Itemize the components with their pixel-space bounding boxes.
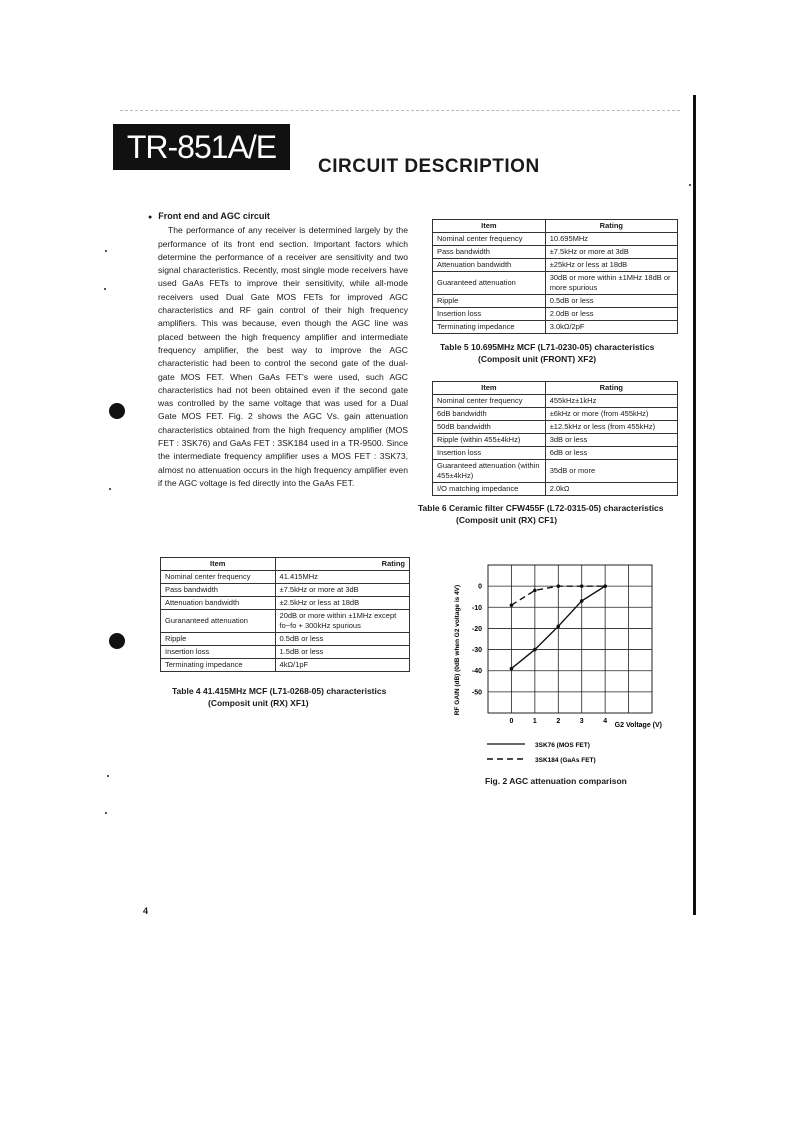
figure-caption: Fig. 2 AGC attenuation comparison	[485, 776, 627, 786]
table6-item-cell: Guaranteed attenuation (within 455±4kHz)	[433, 460, 546, 483]
chart-x-tick: 4	[603, 718, 608, 725]
page-number: 4	[143, 906, 149, 916]
scan-speck	[104, 288, 106, 290]
table6-row	[433, 408, 678, 421]
table4-item-cell: Insertion loss	[161, 646, 276, 659]
table4-item-cell: Terminating impedance	[161, 659, 276, 672]
front-end-section	[158, 210, 408, 490]
table5-item-cell: Attenuation bandwidth	[433, 259, 546, 272]
punch-hole-mark	[109, 633, 125, 649]
table6-rating-cell: 3dB or less	[545, 434, 677, 447]
table6-item-cell: I/O matching impedance	[433, 483, 546, 496]
series-3sk76-point	[510, 667, 514, 671]
table5-header-row	[433, 220, 678, 233]
table6-row	[433, 483, 678, 496]
chart-legend	[485, 738, 645, 768]
series-3sk184-point	[556, 584, 560, 588]
chart-ylabel: RF GAIN (dB) (0dB when G2 voltage is 4V)	[454, 584, 461, 716]
table4-row	[161, 610, 410, 633]
table6-row	[433, 447, 678, 460]
table5-row	[433, 233, 678, 246]
table4-rating-cell: ±7.5kHz or more at 3dB	[275, 584, 409, 597]
table5-rating-cell: 0.5dB or less	[545, 295, 677, 308]
table5-row	[433, 272, 678, 295]
table5-item-cell: Guaranteed attenuation	[433, 272, 546, 295]
legend-dashed-label: 3SK184 (GaAs FET)	[535, 757, 596, 764]
table5-row	[433, 321, 678, 334]
table5-item-cell: Pass bandwidth	[433, 246, 546, 259]
binding-edge	[693, 95, 696, 915]
chart-y-tick: 0	[478, 583, 482, 591]
table6-caption	[418, 502, 664, 526]
table5-item-cell: Insertion loss	[433, 308, 546, 321]
table4-header-rating: Rating	[275, 558, 409, 571]
table6-rating-cell: ±6kHz or more (from 455kHz)	[545, 408, 677, 421]
table4-rating-cell: 0.5dB or less	[275, 633, 409, 646]
table5-rating-cell: 3.0kΩ/2pF	[545, 321, 677, 334]
table5-item-cell: Terminating impedance	[433, 321, 546, 334]
series-3sk76-point	[580, 599, 584, 603]
table6-rating-cell: 6dB or less	[545, 447, 677, 460]
table5-caption-sub: (Composit unit (FRONT) XF2)	[478, 354, 597, 364]
series-3sk76-point	[556, 625, 560, 629]
table6-rating-cell: ±12.5kHz or less (from 455kHz)	[545, 421, 677, 434]
table4-row	[161, 646, 410, 659]
table6-row	[433, 421, 678, 434]
scan-speck	[107, 775, 109, 777]
page-title: CIRCUIT DESCRIPTION	[318, 156, 540, 177]
table4-caption-sub: (Composit unit (RX) XF1)	[208, 698, 309, 708]
table4-rating-cell: 20dB or more within ±1MHz except fo~fo + 300kHz spurious	[275, 610, 409, 633]
scan-speck	[689, 184, 691, 186]
agc-chart	[440, 555, 680, 765]
series-3sk76-point	[533, 648, 537, 652]
series-3sk184-point	[533, 589, 537, 593]
chart-x-tick: 2	[556, 718, 561, 725]
chart-x-tick: 0	[509, 718, 514, 725]
chart-xlabel: G2 Voltage (V)	[614, 722, 662, 729]
table4-row	[161, 597, 410, 610]
scan-speck	[105, 250, 107, 252]
table5-rating-cell: ±7.5kHz or more at 3dB	[545, 246, 677, 259]
table5-row	[433, 295, 678, 308]
section-body: The performance of any receiver is determined largely by the performance of its front end section. Important factors which determine the performance of a receiver are sensitivity and two signal characteristics. Recently, most single mode receivers have used GaAs FETs to improve their sensitivity, while all-mode receivers used Dual Gate MOS FETs for improved AGC characteristics and RF gain control of their high frequency amplifiers. This was because, even though the AGC line was placed between the high frequency amplifier and intermediate frequency amplifier, the best way to improve the AGC characteristic had been to control the second gate of the dual-gate MOS FET. When GaAs FET's were used, such AGC characteristics had not been obtained even if the second gate was controlled by the same voltage that was used for a Dual Gate MOS FET. Fig. 2 shows the AGC Vs. gain attenuation characteristics obtained from the high frequency amplifier (MOS FET : 3SK76) and GaAs FET : 3SK184 used in a TR-9500. Since the intermediate frequency amplifier uses a MOS FET : 3SK73, almost no attenuation occurs in the high frequency amplifier even if the AGC voltage is fed directly into the GaAs FET.	[158, 225, 408, 488]
series-3sk184-point	[580, 584, 584, 588]
table4-row	[161, 633, 410, 646]
chart-frame	[488, 565, 652, 713]
punch-hole-mark	[109, 403, 125, 419]
table5-caption-main: Table 5 10.695MHz MCF (L71-0230-05) characteristics	[440, 342, 655, 352]
table4-caption-main: Table 4 41.415MHz MCF (L71-0268-05) characteristics	[172, 686, 387, 696]
section-heading: ● Front end and AGC circuit	[148, 210, 408, 224]
table4	[160, 557, 410, 672]
table4-caption	[172, 685, 386, 709]
top-rule	[120, 110, 680, 111]
table4-item-cell: Pass bandwidth	[161, 584, 276, 597]
chart-x-tick: 3	[579, 718, 584, 725]
table6-row	[433, 460, 678, 483]
table6-caption-sub: (Composit unit (RX) CF1)	[456, 515, 558, 525]
table4-rating-cell: 4kΩ/1pF	[275, 659, 409, 672]
table5-caption	[440, 341, 654, 365]
table6-item-cell: Insertion loss	[433, 447, 546, 460]
table4-row	[161, 571, 410, 584]
series-3sk184-point	[510, 603, 514, 607]
scan-speck	[105, 812, 107, 814]
table6-item-cell: Nominal center frequency	[433, 395, 546, 408]
table6-body	[433, 395, 678, 496]
table4-rating-cell: 41.415MHz	[275, 571, 409, 584]
table4-item-cell: Nominal center frequency	[161, 571, 276, 584]
table4-row	[161, 584, 410, 597]
table5-body	[433, 233, 678, 334]
table6-item-cell: 50dB bandwidth	[433, 421, 546, 434]
table6-header-item: Item	[433, 382, 546, 395]
table5-rating-cell: 30dB or more within ±1MHz 18dB or more spurious	[545, 272, 677, 295]
table4-header-row	[161, 558, 410, 571]
table6-item-cell: Ripple (within 455±4kHz)	[433, 434, 546, 447]
chart-y-tick: -10	[471, 604, 482, 612]
table5-item-cell: Nominal center frequency	[433, 233, 546, 246]
table6-header-row	[433, 382, 678, 395]
table6-header-rating: Rating	[545, 382, 677, 395]
table5-rating-cell: ±25kHz or less at 18dB	[545, 259, 677, 272]
table6-caption-main: Table 6 Ceramic filter CFW455F (L72-0315-05) characteristics	[418, 503, 664, 513]
table4-item-cell: Attenuation bandwidth	[161, 597, 276, 610]
table4-header-item: Item	[161, 558, 276, 571]
chart-y-tick: -30	[471, 647, 482, 655]
table5-row	[433, 259, 678, 272]
table5-header-item: Item	[433, 220, 546, 233]
table6-rating-cell: 35dB or more	[545, 460, 677, 483]
table6-rating-cell: 2.0kΩ	[545, 483, 677, 496]
table4-body	[161, 571, 410, 672]
table4-item-cell: Gurananteed attenuation	[161, 610, 276, 633]
table6-row	[433, 434, 678, 447]
chart-x-tick: 1	[532, 718, 537, 725]
model-banner: TR-851A/E	[113, 124, 290, 170]
table4-rating-cell: 1.5dB or less	[275, 646, 409, 659]
table4-row	[161, 659, 410, 672]
table5-header-rating: Rating	[545, 220, 677, 233]
table5-item-cell: Ripple	[433, 295, 546, 308]
series-3sk184-point	[603, 584, 607, 588]
table5-row	[433, 308, 678, 321]
chart-grid	[488, 565, 652, 713]
table4-rating-cell: ±2.5kHz or less at 18dB	[275, 597, 409, 610]
legend-solid-label: 3SK76 (MOS FET)	[535, 742, 590, 749]
table5	[432, 219, 678, 334]
table5-rating-cell: 10.695MHz	[545, 233, 677, 246]
table6-rating-cell: 455kHz±1kHz	[545, 395, 677, 408]
table5-rating-cell: 2.0dB or less	[545, 308, 677, 321]
scan-speck	[109, 488, 111, 490]
chart-y-tick: -40	[471, 668, 482, 676]
table6-item-cell: 6dB bandwidth	[433, 408, 546, 421]
table6	[432, 381, 678, 496]
chart-y-tick: -50	[471, 689, 482, 697]
chart-ticks	[472, 584, 607, 725]
table5-row	[433, 246, 678, 259]
chart-y-tick: -20	[471, 625, 482, 633]
table6-row	[433, 395, 678, 408]
table4-item-cell: Ripple	[161, 633, 276, 646]
